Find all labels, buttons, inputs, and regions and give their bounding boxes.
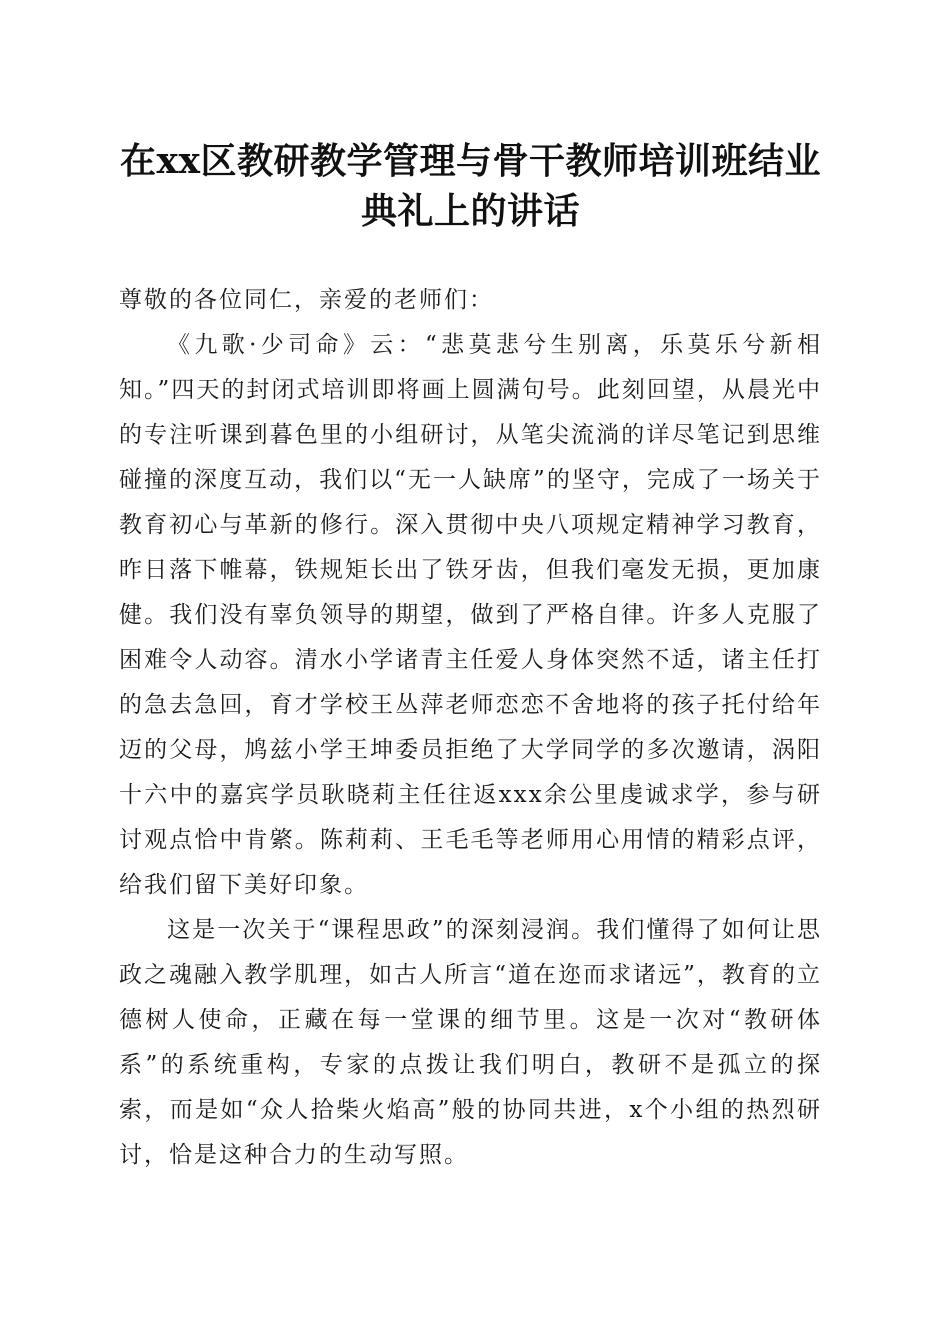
document-body bbox=[119, 278, 822, 1178]
document-title bbox=[109, 136, 832, 236]
title-line-1: 在xx区教研教学管理与骨干教师培训班结业 bbox=[120, 140, 821, 182]
title-line-2: 典礼上的讲话 bbox=[360, 190, 580, 232]
salutation: 尊敬的各位同仁，亲爱的老师们： bbox=[119, 287, 494, 313]
paragraph-1: 《九歌·少司命》云：“悲莫悲兮生别离，乐莫乐兮新相知。”四天的封闭式培训即将画上圆满句号。此刻回望，从晨光中的专注听课到暮色里的小组研讨，从笔尖流淌的详尽笔记到思维碰撞的深度互动，我们以“无一人缺席”的坚守，完成了一场关于教育初心与革新的修行。深入贯彻中央八项规定精神学习教育，昨日落下帷幕，铁规矩长出了铁牙齿，但我们毫发无损，更加康健。我们没有辜负领导的期望，做到了严格自律。许多人克服了困难令人动容。清水小学诸青主任爱人身体突然不适，诸主任打的急去急回，育才学校王丛萍老师恋恋不舍地将的孩子托付给年迈的父母，鸠兹小学王坤委员拒绝了大学同学的多次邀请，涡阳十六中的嘉宾学员耿晓莉主任往返xxx余公里虔诚求学，参与研讨观点恰中肯綮。陈莉莉、王毛毛等老师用心用情的精彩点评，给我们留下美好印象。 bbox=[119, 332, 822, 898]
paragraph-2: 这是一次关于“课程思政”的深刻浸润。我们懂得了如何让思政之魂融入教学肌理，如古人所言“道在迩而求诸远”，教育的立德树人使命，正藏在每一堂课的细节里。这是一次对“教研体系”的系统重构，专家的点拨让我们明白，教研不是孤立的探索，而是如“众人拾柴火焰高”般的协同共进，x个小组的热烈研讨，恰是这种合力的生动写照。 bbox=[119, 917, 822, 1168]
